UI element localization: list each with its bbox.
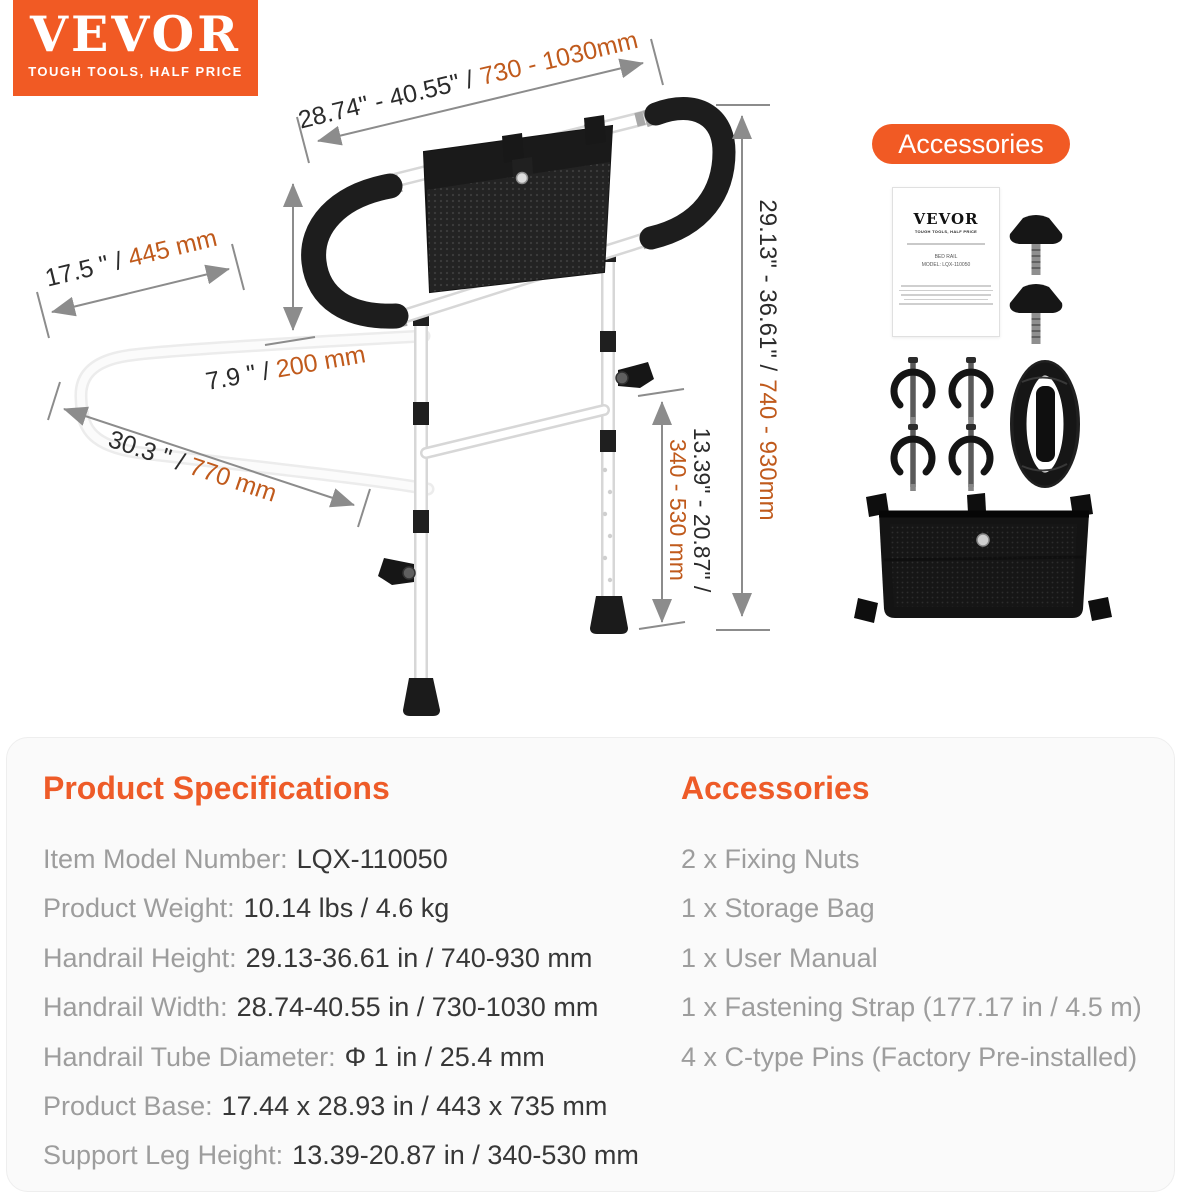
accessories-list xyxy=(681,835,1151,1082)
fixing-nut-icon xyxy=(1010,284,1063,344)
left-hand-grip xyxy=(314,183,406,319)
manual-doc-line: BED RAIL xyxy=(934,254,958,260)
crossbar xyxy=(426,410,604,453)
c-type-pin-icon xyxy=(894,424,932,491)
svg-text:13.39" - 20.87" /: 13.39" - 20.87" / xyxy=(689,427,715,593)
manual-doc-line: MODEL: LQX-110050 xyxy=(921,262,971,268)
brand-name: VEVOR xyxy=(30,5,241,63)
spec-row: Handrail Tube Diameter: Φ 1 in / 25.4 mm xyxy=(43,1041,545,1072)
c-type-pin-icon xyxy=(952,424,990,491)
bed-rail-dimension-diagram xyxy=(0,0,800,740)
manual-paragraph xyxy=(893,285,999,305)
dimension-depth xyxy=(37,224,244,338)
dimension-leg-height xyxy=(638,389,715,629)
manual-text-bar xyxy=(907,243,985,245)
spec-row: Support Leg Height: 13.39-20.87 in / 340-530 mm xyxy=(43,1140,639,1171)
user-manual-card xyxy=(892,187,1000,337)
right-hand-grip xyxy=(642,109,724,241)
bag-button xyxy=(977,534,989,546)
spec-row: Product Base: 17.44 x 28.93 in / 443 x 735 mm xyxy=(43,1090,608,1121)
rear-support-leg xyxy=(590,246,654,634)
specs-title: Product Specifications xyxy=(43,770,390,806)
accessory-item: 4 x C-type Pins (Factory Pre-installed) xyxy=(681,1041,1138,1072)
svg-text:30.3 " /770 mm: 30.3 " /770 mm xyxy=(104,425,281,508)
svg-text:29.13" - 36.61" /740 - 930mm: 29.13" - 36.61" /740 - 930mm xyxy=(754,199,781,521)
front-support-leg xyxy=(378,310,440,716)
fixing-nut-icon xyxy=(1010,215,1063,275)
accessories-pill: Accessories xyxy=(872,124,1070,164)
front-leg-foot xyxy=(403,678,440,716)
svg-text:17.5 " /445 mm: 17.5 " /445 mm xyxy=(42,223,220,293)
spec-panel xyxy=(6,737,1175,1192)
manual-tagline: TOUGH TOOLS, HALF PRICE xyxy=(914,229,978,234)
tightening-knob xyxy=(616,362,654,388)
manual-brand: VEVOR xyxy=(913,210,979,228)
tightening-knob xyxy=(378,558,415,585)
storage-bag-icon xyxy=(854,493,1112,623)
mesh-pocket xyxy=(424,115,612,292)
spec-row: Item Model Number: LQX-110050 xyxy=(43,844,448,874)
spec-row: Handrail Height: 29.13-36.61 in / 740-930 mm xyxy=(43,942,593,973)
bed-rail-illustration xyxy=(81,109,724,716)
spec-row: Handrail Width: 28.74-40.55 in / 730-1030 mm xyxy=(43,992,599,1023)
accessory-item: 2 x Fixing Nuts xyxy=(681,844,860,874)
svg-text:28.74" - 40.55" /730 - 1030mm: 28.74" - 40.55" /730 - 1030mm xyxy=(295,25,641,135)
c-type-pin-icon xyxy=(952,357,990,424)
accessories-title: Accessories xyxy=(681,770,870,806)
svg-text:340 - 530 mm: 340 - 530 mm xyxy=(665,439,691,581)
pocket-strap xyxy=(584,115,606,145)
accessory-item: 1 x User Manual xyxy=(681,942,878,973)
pocket-strap xyxy=(502,133,524,163)
c-type-pin-icon xyxy=(894,357,932,424)
specs-list xyxy=(43,835,639,1181)
accessory-item: 1 x Storage Bag xyxy=(681,893,875,924)
brand-tagline: TOUGH TOOLS, HALF PRICE xyxy=(28,64,243,79)
accessory-item: 1 x Fastening Strap (177.17 in / 4.5 m) xyxy=(681,992,1142,1023)
accessories-items xyxy=(850,95,1183,660)
pocket-button xyxy=(517,173,528,184)
svg-text:7.9 " /200 mm: 7.9 " /200 mm xyxy=(203,340,368,396)
rear-leg-foot xyxy=(590,596,628,634)
fastening-strap-icon xyxy=(1013,363,1077,485)
spec-row: Product Weight: 10.14 lbs / 4.6 kg xyxy=(43,893,450,924)
